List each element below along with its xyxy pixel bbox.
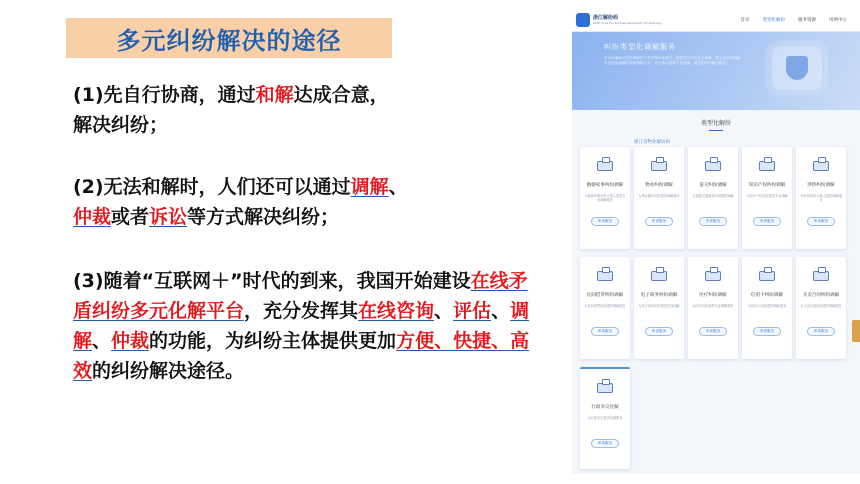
card-overseas[interactable]	[796, 147, 846, 249]
site-header	[572, 8, 860, 32]
card-desc: 为民间借贷纠纷提供调解服务	[584, 304, 626, 308]
slide-title: 多元纠纷解决的途径	[116, 26, 342, 55]
side-float-handle[interactable]	[852, 320, 860, 342]
ecommerce-icon	[648, 267, 670, 285]
p3-sep-2: 、	[491, 300, 511, 322]
card-medical[interactable]	[688, 257, 738, 359]
card-sales-contract[interactable]	[796, 257, 846, 359]
apply-button[interactable]: 申请服务	[699, 327, 727, 336]
p3-sep-1: 、	[434, 300, 454, 322]
apply-button[interactable]: 申请服务	[753, 327, 781, 336]
card-property[interactable]	[634, 147, 684, 249]
overseas-icon	[810, 157, 832, 175]
nav-home[interactable]: 首页	[740, 17, 750, 23]
card-desc: 为行政争议提供化解服务	[587, 416, 623, 420]
administrative-icon	[594, 379, 616, 397]
card-desc: 为买卖合同纠纷提供调解服务	[800, 304, 842, 308]
apply-button[interactable]: 申请服务	[591, 217, 619, 226]
card-name: 医疗纠纷调解	[699, 293, 727, 298]
section-underline	[709, 130, 723, 131]
p2-text-1: (2)无法和解时，人们还可以通过	[73, 176, 351, 198]
p3-highlight-consult: 在线咨询	[358, 300, 435, 322]
banner-title: 纠纷类型化调解服务	[604, 43, 676, 51]
card-name: 民间借贷纠纷调解	[586, 293, 624, 298]
site-logo[interactable]	[593, 15, 662, 25]
p3-highlight-efficient: 方便、快捷、高效	[73, 330, 530, 382]
p3-text-3: 的功能，为纠纷主体提供更加	[149, 330, 397, 352]
apply-button[interactable]: 申请服务	[591, 327, 619, 336]
site-nav	[741, 17, 860, 23]
apply-button[interactable]: 申请服务	[753, 217, 781, 226]
overlay-tag: 浙江省物业解纷码	[634, 140, 670, 145]
banner-shield-icon	[772, 46, 822, 90]
p1-text-1: (1)先自行协商，通过	[73, 84, 256, 106]
card-name: 电子商务纠纷调解	[640, 293, 678, 298]
p2-highlight-tiaojie: 调解	[350, 176, 389, 198]
site-logo-icon	[576, 13, 590, 27]
nav-type-dispute[interactable]: 类型化解纷	[762, 17, 785, 23]
apply-button[interactable]: 申请服务	[645, 327, 673, 336]
card-name: 知识产权纠纷调解	[748, 183, 786, 188]
creditcard-icon	[756, 267, 778, 285]
card-name: 涉侨纠纷调解	[807, 183, 835, 188]
card-desc: 为信用卡纠纷提供调解服务	[747, 304, 787, 308]
apply-button[interactable]: 申请服务	[699, 217, 727, 226]
nav-cases[interactable]: 用例中心	[829, 17, 847, 23]
card-desc: 为涉侨纠纷当事人提供调解服务	[800, 194, 842, 203]
card-ip[interactable]	[742, 147, 792, 249]
card-name: 行政争议化解	[591, 405, 619, 410]
p2-text-3: 或者	[111, 206, 150, 228]
slide-title-box	[66, 18, 392, 58]
card-name: 买卖合同纠纷调解	[802, 293, 840, 298]
p3-text-2: ，充分发挥其	[244, 300, 359, 322]
platform-screenshot	[572, 8, 860, 474]
p2-highlight-susong: 诉讼	[149, 206, 188, 228]
lending-icon	[594, 267, 616, 285]
card-administrative[interactable]	[580, 367, 630, 469]
p1-text-3: 解决纠纷；	[73, 114, 169, 136]
nav-resources[interactable]: 服务资源	[798, 17, 816, 23]
card-desc: 为婚姻家事纠纷当事人提供专业调解服务	[584, 194, 626, 203]
p3-text-4: 的纠纷解决途径。	[92, 360, 245, 382]
section-title: 类型化解纷	[700, 120, 731, 127]
banner-desc: 百合应遍地分类化调解化分类手调纠化解分，根据具体纠纷业主调解，建立适合的调解员及智能调解的智能调解方式，为当事人提供专业便捷、高效的纠纷解决服务。	[604, 56, 741, 65]
site-logo-main: 浙江解纷码	[593, 14, 619, 21]
card-desc: 为物业服务纠纷提供调解服务	[638, 194, 680, 198]
card-creditcard[interactable]	[742, 257, 792, 359]
medical-icon	[702, 267, 724, 285]
card-lending[interactable]	[580, 257, 630, 359]
p1-highlight-hejie: 和解	[255, 84, 294, 106]
p3-text-1: (3)随着“互联网＋”时代的到来，我国开始建设	[73, 270, 471, 292]
apply-button[interactable]: 申请服务	[645, 217, 673, 226]
card-ecommerce[interactable]	[634, 257, 684, 359]
p2-text-4: 等方式解决纠纷；	[187, 206, 340, 228]
apply-button[interactable]: 申请服务	[807, 217, 835, 226]
card-desc: 为知识产权纠纷提供专业调解	[746, 194, 788, 198]
p3-highlight-arbitrate: 仲裁	[111, 330, 150, 352]
card-desc: 为道路交通事故纠纷提供调解	[692, 194, 734, 198]
ip-icon	[756, 157, 778, 175]
p2-text-2: 、	[388, 176, 408, 198]
card-name: 信用卡纠纷调解	[750, 293, 784, 298]
sales-contract-icon	[810, 267, 832, 285]
site-banner	[572, 32, 860, 110]
p2-highlight-zhongcai: 仲裁	[73, 206, 112, 228]
traffic-icon	[702, 157, 724, 175]
card-name: 道交纠纷调解	[699, 183, 727, 188]
p1-text-2: 达成合意，	[293, 84, 389, 106]
card-name: 婚姻家事纠纷调解	[586, 183, 624, 188]
card-desc: 为电子商务纠纷提供在线调解	[638, 304, 680, 308]
card-name: 物业纠纷调解	[645, 183, 673, 188]
marriage-icon	[594, 157, 616, 175]
paragraph-3	[73, 266, 543, 386]
paragraph-1	[73, 80, 533, 140]
card-traffic[interactable]	[688, 147, 738, 249]
apply-button[interactable]: 申请服务	[591, 439, 619, 448]
site-logo-sub: ODR Code For Dispute Resolution Of Zhejiang	[593, 20, 662, 25]
p3-highlight-mediate: 调解	[73, 300, 530, 352]
card-marriage[interactable]	[580, 147, 630, 249]
p3-highlight-platform: 在线矛盾纠纷多元化解平台	[73, 270, 528, 322]
property-icon	[648, 157, 670, 175]
paragraph-2	[73, 172, 533, 232]
p3-highlight-assess: 评估	[453, 300, 492, 322]
apply-button[interactable]: 申请服务	[807, 327, 835, 336]
card-desc: 为医疗纠纷提供专业调解服务	[692, 304, 734, 308]
p3-sep-3: 、	[92, 330, 112, 352]
